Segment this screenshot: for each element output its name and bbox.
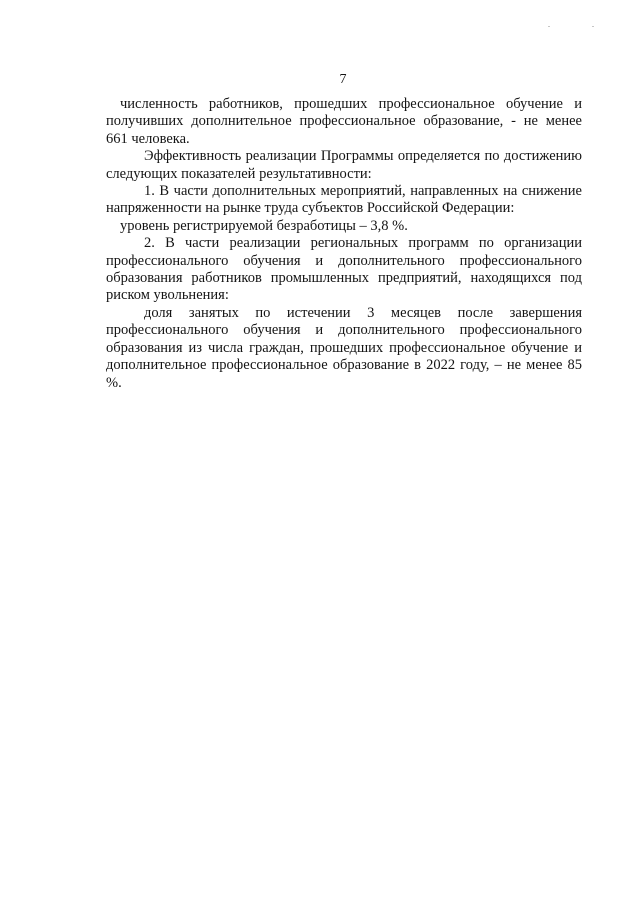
paragraph-trained-workers: численность работников, прошедших профессиональное обучение и получивших дополнительное профессиональное образование, - не менее 661 человека. xyxy=(106,96,582,147)
paragraph-effectiveness: Эффективность реализации Программы определяется по достижению следующих показателей результативности: xyxy=(106,148,582,182)
paragraph-unemployment-level: уровень регистрируемой безработицы – 3,8 %. xyxy=(120,217,408,234)
page-number: 7 xyxy=(339,72,347,87)
paragraph-employed-share: доля занятых по истечении 3 месяцев после завершения профессионального обучения и дополнительного профессионального образования из числа граждан, прошедших профессиональное обучение и дополнительное профессиональное образование в 2022 году, – не менее 85 %. xyxy=(106,304,582,391)
scan-marks: . . xyxy=(548,20,614,29)
paragraph-item-1: 1. В части дополнительных мероприятий, направленных на снижение напряженности на рынке труда субъектов Российской Федерации: xyxy=(106,183,582,217)
document-body xyxy=(106,96,582,392)
paragraph-item-2: 2. В части реализации региональных программ по организации профессионального обучения и дополнительного профессионального образования работников промышленных предприятий, находящихся под риском увольнения: xyxy=(106,235,582,304)
